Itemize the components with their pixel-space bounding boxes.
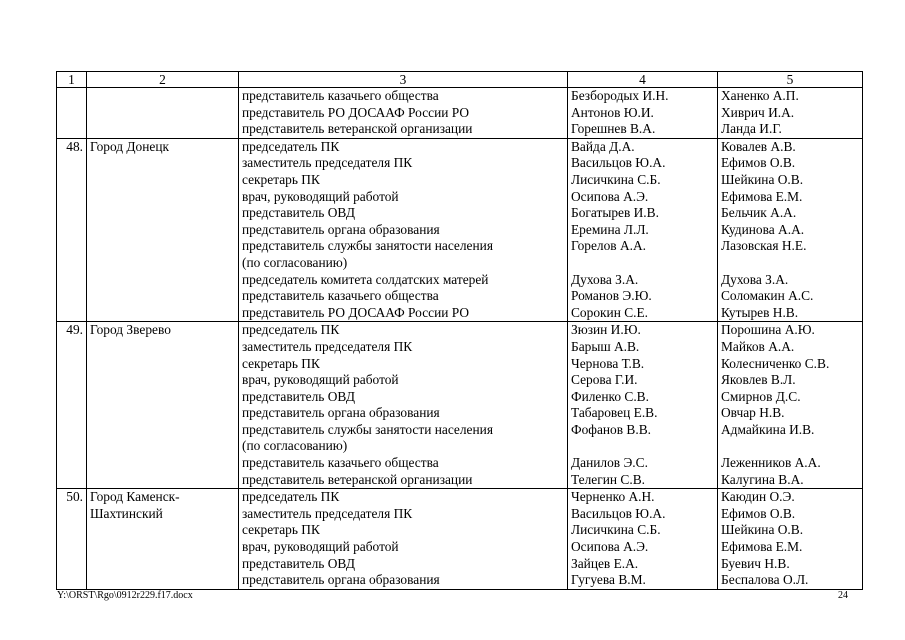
reserve-member-cell-line: Ефимов О.В. [721, 155, 796, 171]
role-cell-line: заместитель председателя ПК [242, 505, 413, 521]
reserve-member-cell [718, 88, 863, 139]
reserve-member-cell-line: Каюдин О.Э. [721, 489, 795, 505]
member-cell-line: Духова З.А. [571, 271, 639, 287]
reserve-member-cell-line: Духова З.А. [721, 271, 789, 287]
member-cell-line: Зюзин И.Ю. [571, 322, 641, 338]
row-number: 50. [57, 489, 87, 590]
member-cell-line: Данилов Э.С. [571, 455, 648, 471]
member-cell-line: Гугуева В.М. [571, 572, 646, 588]
reserve-member-cell-line: Порошина А.Ю. [721, 322, 815, 338]
reserve-member-cell-line: Ковалев А.В. [721, 138, 796, 154]
reserve-member-cell-line: Шейкина О.В. [721, 171, 804, 187]
header-col-1: 1 [57, 72, 87, 88]
reserve-member-cell-line: Адмайкина И.В. [721, 421, 815, 437]
header-row [57, 72, 863, 88]
member-cell-line: Лисичкина С.Б. [571, 171, 661, 187]
role-cell-line: (по согласованию) [242, 438, 348, 454]
reserve-member-cell [718, 322, 863, 489]
row-number: 48. [57, 138, 87, 322]
reserve-member-cell-line: Лазовская Н.Е. [721, 238, 807, 254]
role-cell-line: (по согласованию) [242, 254, 348, 270]
reserve-member-cell-line: Ефимова Е.М. [721, 539, 803, 555]
member-cell-line: Осипова А.Э. [571, 539, 649, 555]
footer-file-path: Y:\ORST\Rgo\0912r229.f17.docx [57, 590, 193, 601]
city-cell [87, 88, 239, 139]
member-cell-line [571, 438, 714, 455]
table-row [57, 138, 863, 322]
reserve-member-cell-line: Беспалова О.Л. [721, 572, 809, 588]
table-row [57, 88, 863, 139]
role-cell-line: представитель РО ДОСААФ России РО [242, 304, 470, 320]
reserve-member-cell-line: Колесниченко С.В. [721, 355, 830, 371]
row-number [57, 88, 87, 139]
member-cell-line: Васильцов Ю.А. [571, 155, 666, 171]
role-cell-line: представитель органа образования [242, 405, 440, 421]
reserve-member-cell-line: Кудинова А.А. [721, 221, 805, 237]
header-col-2: 2 [87, 72, 239, 88]
role-cell-line: представитель ветеранской организации [242, 121, 473, 137]
role-cell-line: представитель ветеранской организации [242, 471, 473, 487]
member-cell-line: Осипова А.Э. [571, 188, 649, 204]
member-cell-line: Телегин С.В. [571, 471, 645, 487]
role-cell-line: секретарь ПК [242, 522, 320, 538]
role-cell-line: секретарь ПК [242, 355, 320, 371]
reserve-member-cell-line: Смирнов Д.С. [721, 388, 801, 404]
role-cell-line: представитель ОВД [242, 388, 355, 404]
reserve-member-cell-line: Бельчик А.А. [721, 205, 797, 221]
member-cell-line: Лисичкина С.Б. [571, 522, 661, 538]
city-cell-line: Город Каменск- [90, 489, 180, 505]
role-cell-line: представитель службы занятости населения [242, 238, 493, 254]
role-cell-line: председатель ПК [242, 138, 340, 154]
member-cell-line: Богатырев И.В. [571, 205, 659, 221]
role-cell-line: представитель ОВД [242, 205, 355, 221]
member-cell-line: Вайда Д.А. [571, 138, 635, 154]
reserve-member-cell-line: Леженников А.А. [721, 455, 821, 471]
role-cell-line: представитель казачьего общества [242, 88, 439, 103]
member-cell-line: Романов Э.Ю. [571, 288, 652, 304]
role-cell-line: председатель ПК [242, 322, 340, 338]
role-cell-line: представитель РО ДОСААФ России РО [242, 104, 470, 120]
member-cell [568, 489, 718, 590]
member-cell-line [571, 255, 714, 272]
member-cell-line: Черненко А.Н. [571, 489, 655, 505]
member-cell-line: Серова Г.И. [571, 372, 638, 388]
reserve-member-cell-line: Шейкина О.В. [721, 522, 804, 538]
reserve-member-cell-line: Кутырев Н.В. [721, 304, 799, 320]
role-cell-line: представитель казачьего общества [242, 455, 439, 471]
member-cell-line: Фофанов В.В. [571, 421, 651, 437]
reserve-member-cell [718, 138, 863, 322]
member-cell [568, 322, 718, 489]
commission-table [56, 71, 863, 590]
member-cell-line: Антонов Ю.И. [571, 104, 654, 120]
footer-page-number: 24 [838, 590, 848, 601]
role-cell-line: врач, руководящий работой [242, 188, 399, 204]
row-number: 49. [57, 322, 87, 489]
reserve-member-cell-line [721, 255, 859, 272]
member-cell-line: Филенко С.В. [571, 388, 649, 404]
reserve-member-cell-line: Ланда И.Г. [721, 121, 782, 137]
role-cell-line: представитель органа образования [242, 221, 440, 237]
role-cell-line: врач, руководящий работой [242, 372, 399, 388]
reserve-member-cell-line: Яковлев В.Л. [721, 372, 796, 388]
city-cell [87, 138, 239, 322]
role-cell [239, 88, 568, 139]
member-cell-line: Еремина Л.Л. [571, 221, 649, 237]
member-cell-line: Безбородых И.Н. [571, 88, 669, 103]
role-cell [239, 489, 568, 590]
table-row [57, 489, 863, 590]
reserve-member-cell-line: Калугина В.А. [721, 471, 804, 487]
reserve-member-cell [718, 489, 863, 590]
table-row [57, 322, 863, 489]
role-cell-line: заместитель председателя ПК [242, 155, 413, 171]
reserve-member-cell-line: Майков А.А. [721, 338, 795, 354]
city-cell-line: Город Зверево [90, 322, 171, 338]
member-cell-line: Табаровец Е.В. [571, 405, 658, 421]
header-col-5: 5 [718, 72, 863, 88]
role-cell-line: представитель органа образования [242, 572, 440, 588]
city-cell-line: Шахтинский [90, 505, 163, 521]
member-cell-line: Чернова Т.В. [571, 355, 645, 371]
city-cell [87, 489, 239, 590]
role-cell-line: врач, руководящий работой [242, 539, 399, 555]
role-cell-line: представитель казачьего общества [242, 288, 439, 304]
header-col-4: 4 [568, 72, 718, 88]
reserve-member-cell-line [721, 438, 859, 455]
reserve-member-cell-line: Хиврич И.А. [721, 104, 795, 120]
member-cell-line: Сорокин С.Е. [571, 304, 649, 320]
reserve-member-cell-line: Овчар Н.В. [721, 405, 785, 421]
reserve-member-cell-line: Ханенко А.П. [721, 88, 799, 103]
city-cell [87, 322, 239, 489]
role-cell-line: секретарь ПК [242, 171, 320, 187]
role-cell-line: представитель ОВД [242, 555, 355, 571]
member-cell-line: Горешнев В.А. [571, 121, 656, 137]
member-cell-line: Горелов А.А. [571, 238, 646, 254]
member-cell-line: Зайцев Е.А. [571, 555, 639, 571]
reserve-member-cell-line: Ефимов О.В. [721, 505, 796, 521]
member-cell [568, 138, 718, 322]
city-cell-line: Город Донецк [90, 138, 170, 154]
role-cell [239, 322, 568, 489]
header-col-3: 3 [239, 72, 568, 88]
role-cell [239, 138, 568, 322]
reserve-member-cell-line: Буевич Н.В. [721, 555, 790, 571]
role-cell-line: заместитель председателя ПК [242, 338, 413, 354]
role-cell-line: председатель комитета солдатских матерей [242, 271, 489, 287]
reserve-member-cell-line: Соломакин А.С. [721, 288, 814, 304]
role-cell-line: представитель службы занятости населения [242, 421, 493, 437]
member-cell [568, 88, 718, 139]
member-cell-line: Барыш А.В. [571, 338, 640, 354]
role-cell-line: председатель ПК [242, 489, 340, 505]
reserve-member-cell-line: Ефимова Е.М. [721, 188, 803, 204]
member-cell-line: Васильцов Ю.А. [571, 505, 666, 521]
